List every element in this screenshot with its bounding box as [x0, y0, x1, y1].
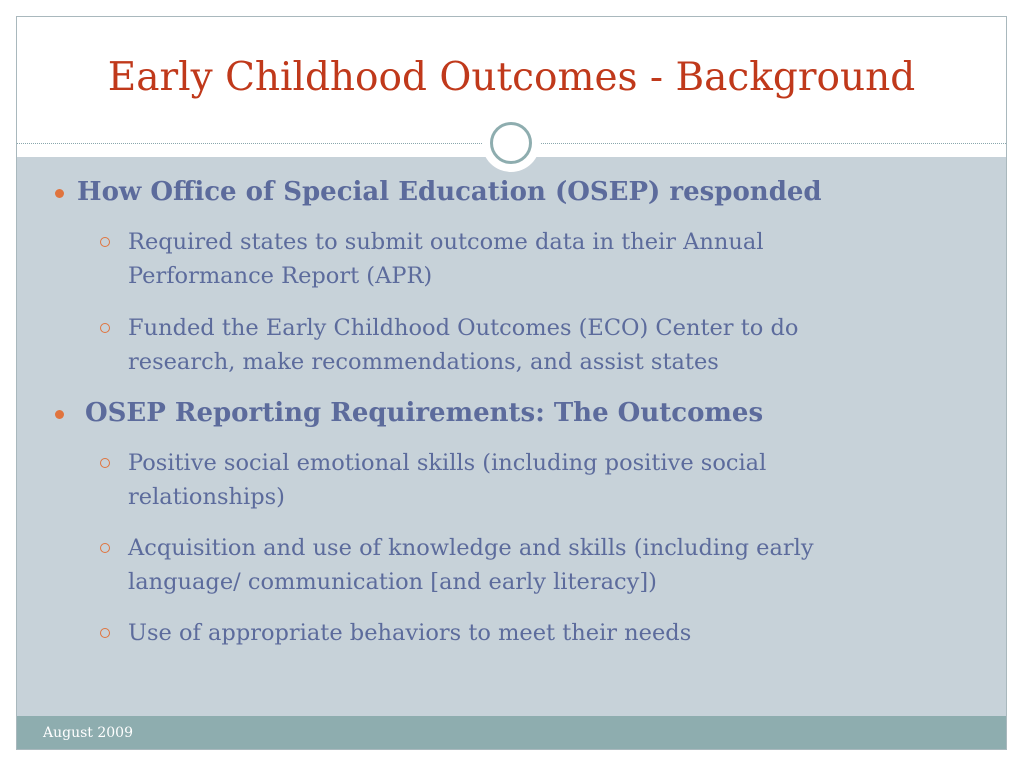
bullet-item — [17, 175, 822, 209]
hollow-bullet-icon — [100, 543, 110, 553]
bullet-item — [17, 396, 763, 430]
hollow-bullet-icon — [100, 323, 110, 333]
bullet-text: How Office of Special Education (OSEP) responded — [77, 177, 822, 207]
sub-bullet-text: Use of appropriate behaviors to meet their needs — [128, 620, 692, 646]
bullet-dot-icon — [55, 410, 64, 419]
sub-bullet-item — [17, 225, 888, 293]
hollow-bullet-icon — [100, 458, 110, 468]
footer-date: August 2009 — [43, 725, 133, 741]
sub-bullet-text: Acquisition and use of knowledge and skills (including early language/ communication [and early literacy]) — [128, 535, 814, 595]
sub-bullet-item — [17, 446, 888, 514]
sub-bullet-text: Required states to submit outcome data in their Annual Performance Report (APR) — [128, 229, 764, 289]
sub-bullet-item — [17, 311, 888, 379]
footer — [17, 716, 1006, 750]
sub-bullet-item — [17, 531, 888, 599]
sub-bullet-text: Positive social emotional skills (including positive social relationships) — [128, 450, 767, 510]
sub-bullet-text: Funded the Early Childhood Outcomes (ECO) Center to do research, make recommendations, and assist states — [128, 315, 799, 375]
hollow-bullet-icon — [100, 237, 110, 247]
bullet-text: OSEP Reporting Requirements: The Outcomes — [85, 398, 764, 428]
slide — [16, 16, 1007, 750]
bullet-dot-icon — [55, 189, 64, 198]
slide-title: Early Childhood Outcomes - Background — [107, 55, 916, 100]
ring-icon — [490, 122, 532, 164]
hollow-bullet-icon — [100, 628, 110, 638]
circle-ornament-icon — [482, 114, 540, 172]
sub-bullet-item — [17, 616, 888, 650]
